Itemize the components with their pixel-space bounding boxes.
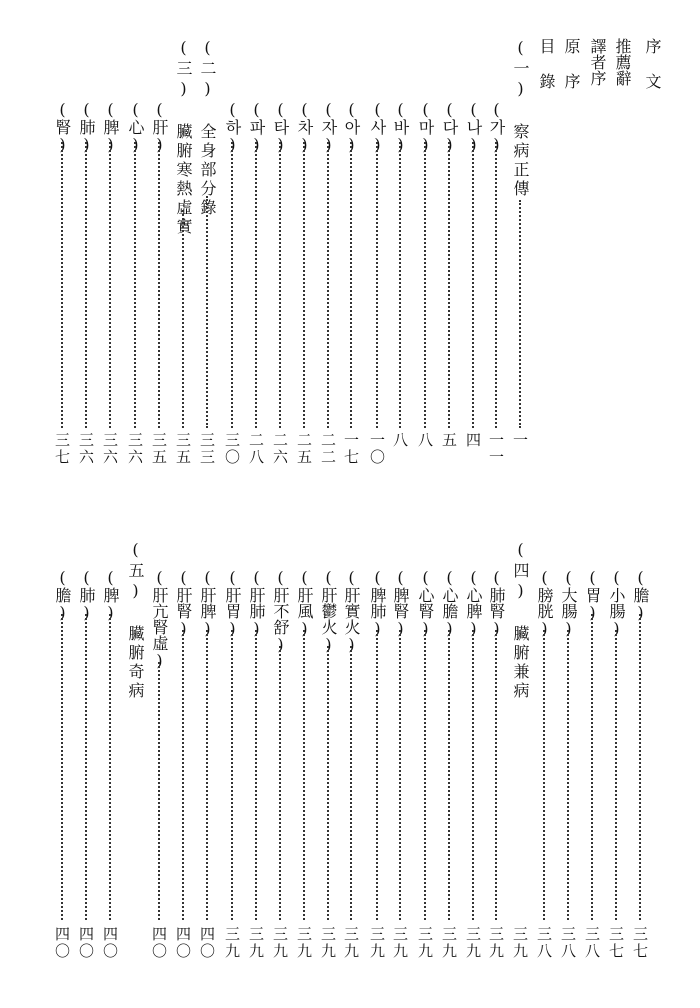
toc-entry: (肺) bbox=[77, 568, 96, 622]
dot-leader bbox=[376, 630, 378, 920]
dot-leader bbox=[615, 630, 617, 920]
dot-leader bbox=[279, 142, 281, 428]
toc-entry: (파) bbox=[247, 100, 266, 154]
toc-entry: (肝亢腎虛) bbox=[150, 568, 169, 670]
toc-entry: (脾肺) bbox=[368, 568, 387, 638]
toc-entry: (아) bbox=[342, 100, 361, 154]
toc-entry: (脾) bbox=[101, 100, 120, 154]
toc-section-title: (一) 察病正傳 bbox=[511, 38, 530, 199]
toc-entry: (肝鬱火) bbox=[319, 568, 338, 654]
page-number: 三三 bbox=[198, 432, 216, 466]
page-number: 三九 bbox=[391, 926, 409, 960]
page-number: 三九 bbox=[342, 926, 360, 960]
page-number: 三九 bbox=[511, 926, 529, 960]
dot-leader bbox=[327, 142, 329, 428]
page-number: 四〇 bbox=[77, 926, 95, 960]
dot-leader bbox=[231, 630, 233, 920]
dot-leader bbox=[424, 142, 426, 428]
page-number: 八 bbox=[416, 432, 434, 449]
toc-entry: (肝) bbox=[150, 100, 169, 154]
dot-leader bbox=[158, 142, 160, 428]
page-number: 八 bbox=[391, 432, 409, 449]
toc-entry: (小腸) bbox=[607, 568, 626, 638]
dot-leader bbox=[399, 142, 401, 428]
dot-leader bbox=[448, 142, 450, 428]
page-number: 三九 bbox=[295, 926, 313, 960]
toc-entry: (心腎) bbox=[416, 568, 435, 638]
dot-leader bbox=[134, 142, 136, 428]
page-number: 四〇 bbox=[53, 926, 71, 960]
dot-leader bbox=[567, 630, 569, 920]
toc-section-title: (五) 臟腑奇病 bbox=[126, 540, 145, 701]
page-number: 三七 bbox=[53, 432, 71, 466]
front-matter-item: 推薦辭 bbox=[613, 38, 632, 86]
page-number: 三九 bbox=[319, 926, 337, 960]
dot-leader bbox=[495, 630, 497, 920]
toc-entry: (膽) bbox=[631, 568, 650, 622]
toc-entry: (차) bbox=[295, 100, 314, 154]
dot-leader bbox=[85, 614, 87, 920]
page-number: 一七 bbox=[342, 432, 360, 466]
page-number: 三〇 bbox=[223, 432, 241, 466]
page-number: 三七 bbox=[607, 926, 625, 960]
toc-entry: (肝胃) bbox=[223, 568, 242, 638]
toc-entry: (사) bbox=[368, 100, 387, 154]
dot-leader bbox=[206, 196, 208, 428]
dot-leader bbox=[448, 630, 450, 920]
front-matter-item: 目 錄 bbox=[537, 38, 556, 89]
toc-entry: (타) bbox=[271, 100, 290, 154]
page-number: 三九 bbox=[440, 926, 458, 960]
toc-entry: (마) bbox=[416, 100, 435, 154]
page-number: 三八 bbox=[583, 926, 601, 960]
page-number: 三五 bbox=[150, 432, 168, 466]
dot-leader bbox=[472, 142, 474, 428]
dot-leader bbox=[158, 662, 160, 920]
dot-leader bbox=[182, 210, 184, 428]
toc-entry: (肝實火) bbox=[342, 568, 361, 654]
page-number: 三九 bbox=[464, 926, 482, 960]
page-number: 三九 bbox=[247, 926, 265, 960]
dot-leader bbox=[61, 614, 63, 920]
toc-entry: (나) bbox=[464, 100, 483, 154]
dot-leader bbox=[424, 630, 426, 920]
toc-section-title: (二) 全身部分錄 bbox=[198, 38, 217, 218]
toc-entry: (脾腎) bbox=[391, 568, 410, 638]
dot-leader bbox=[109, 614, 111, 920]
page-number: 二六 bbox=[271, 432, 289, 466]
toc-entry: (心膽) bbox=[440, 568, 459, 638]
page-number: 四〇 bbox=[150, 926, 168, 960]
page-number: 四〇 bbox=[101, 926, 119, 960]
front-matter-item: 序 文 bbox=[643, 38, 662, 89]
toc-section-title: (三) 臟腑寒熱虛實 bbox=[174, 38, 193, 237]
page-number: 三六 bbox=[101, 432, 119, 466]
toc-entry: (자) bbox=[319, 100, 338, 154]
page-number: 三九 bbox=[368, 926, 386, 960]
page-number: 一〇 bbox=[368, 432, 386, 466]
dot-leader bbox=[109, 142, 111, 428]
dot-leader bbox=[303, 142, 305, 428]
dot-leader bbox=[231, 142, 233, 428]
toc-entry: (腎) bbox=[53, 100, 72, 154]
dot-leader bbox=[182, 630, 184, 920]
dot-leader bbox=[591, 614, 593, 920]
dot-leader bbox=[206, 630, 208, 920]
page-number: 四〇 bbox=[174, 926, 192, 960]
toc-entry: (膽) bbox=[53, 568, 72, 622]
toc-entry: (바) bbox=[391, 100, 410, 154]
toc-entry: (脾) bbox=[101, 568, 120, 622]
dot-leader bbox=[255, 142, 257, 428]
dot-leader bbox=[303, 630, 305, 920]
page-number: 一 bbox=[511, 432, 529, 449]
page-number: 三九 bbox=[271, 926, 289, 960]
page-number: 三八 bbox=[535, 926, 553, 960]
front-matter-item: 譯者序 bbox=[588, 38, 607, 86]
dot-leader bbox=[61, 142, 63, 428]
toc-entry: (肝腎) bbox=[174, 568, 193, 638]
dot-leader bbox=[350, 646, 352, 920]
front-matter-item: 原 序 bbox=[562, 38, 581, 89]
dot-leader bbox=[255, 630, 257, 920]
page-number: 三六 bbox=[77, 432, 95, 466]
page-number: 三五 bbox=[174, 432, 192, 466]
page-number: 三九 bbox=[487, 926, 505, 960]
toc-entry: (肝肺) bbox=[247, 568, 266, 638]
page-number: 四〇 bbox=[198, 926, 216, 960]
dot-leader bbox=[350, 142, 352, 428]
dot-leader bbox=[519, 200, 521, 428]
page-number: 三九 bbox=[223, 926, 241, 960]
dot-leader bbox=[85, 142, 87, 428]
toc-entry: (하) bbox=[223, 100, 242, 154]
page-number: 四 bbox=[464, 432, 482, 449]
page-number: 三六 bbox=[126, 432, 144, 466]
toc-entry: (心) bbox=[126, 100, 145, 154]
page-number: 二二 bbox=[319, 432, 337, 466]
toc-entry: (心脾) bbox=[464, 568, 483, 638]
toc-entry: (가) bbox=[487, 100, 506, 154]
dot-leader bbox=[376, 142, 378, 428]
page-number: 五 bbox=[440, 432, 458, 449]
toc-entry: (肝風) bbox=[295, 568, 314, 638]
toc-entry: (肺) bbox=[77, 100, 96, 154]
page-number: 二八 bbox=[247, 432, 265, 466]
toc-section-title: (四) 臟腑兼病 bbox=[511, 540, 530, 701]
page-number: 三九 bbox=[416, 926, 434, 960]
toc-entry: (肺腎) bbox=[487, 568, 506, 638]
page-number: 三八 bbox=[559, 926, 577, 960]
toc-entry: (肝脾) bbox=[198, 568, 217, 638]
dot-leader bbox=[543, 630, 545, 920]
dot-leader bbox=[399, 630, 401, 920]
dot-leader bbox=[279, 646, 281, 920]
dot-leader bbox=[495, 142, 497, 428]
dot-leader bbox=[327, 646, 329, 920]
dot-leader bbox=[472, 630, 474, 920]
page-number: 一一 bbox=[487, 432, 505, 466]
toc-entry: (大腸) bbox=[559, 568, 578, 638]
toc-entry: (肝不舒) bbox=[271, 568, 290, 654]
toc-entry: (다) bbox=[440, 100, 459, 154]
page-number: 三七 bbox=[631, 926, 649, 960]
page-number: 二五 bbox=[295, 432, 313, 466]
toc-entry: (膀胱) bbox=[535, 568, 554, 638]
dot-leader bbox=[639, 614, 641, 920]
toc-entry: (胃) bbox=[583, 568, 602, 622]
